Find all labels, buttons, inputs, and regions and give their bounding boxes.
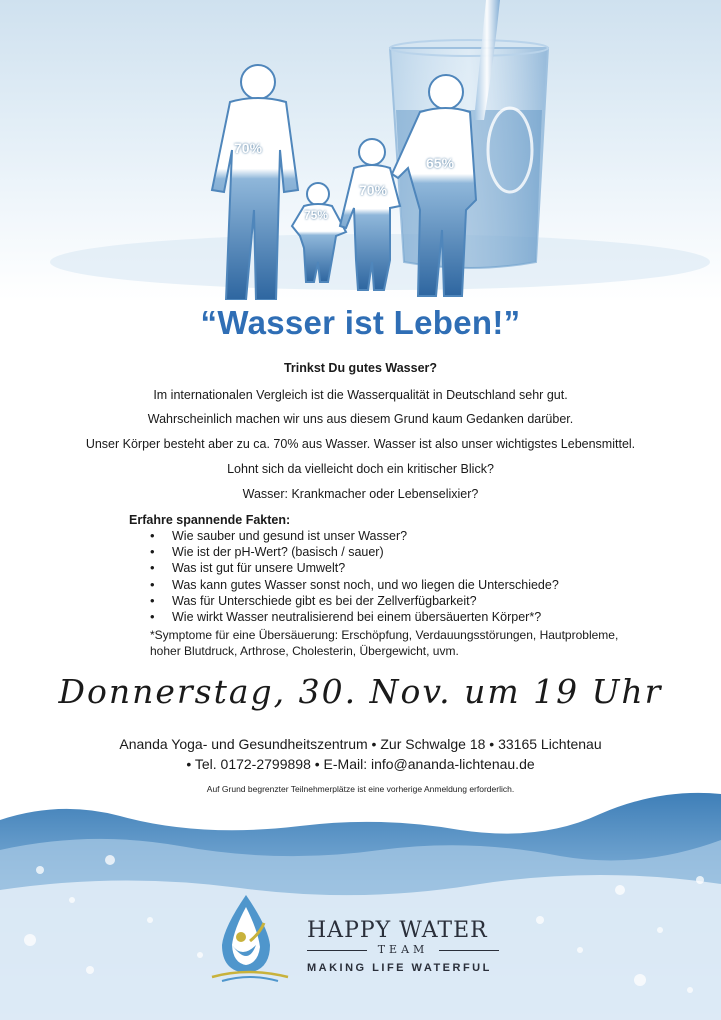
intro-question: Trinkst Du gutes Wasser? <box>283 361 438 375</box>
brand-team: TEAM <box>307 943 499 956</box>
family-water-illustration <box>0 0 721 300</box>
list-item: • Was ist gut für unsere Umwelt? <box>150 560 559 576</box>
intro-line: Lohnt sich da vielleicht doch ein kritischer Blick? <box>227 462 494 476</box>
intro-line: Unser Körper besteht aber zu ca. 70% aus Wasser. Wasser ist also unser wichtigstes Lebensmittel. <box>85 437 636 451</box>
registration-notice: Auf Grund begrenzter Teilnehmerplätze ist eine vorherige Anmeldung erforderlich. <box>206 784 515 794</box>
happy-water-logo <box>208 893 292 983</box>
list-item: • Was für Unterschiede gibt es bei der Zellverfügbarkeit? <box>150 593 559 609</box>
brand-name: HAPPY WATER <box>307 918 488 943</box>
event-date: Donnerstag, 30. Nov. um 19 Uhr <box>58 672 663 711</box>
intro-line: Wasser: Krankmacher oder Lebenselixier? <box>242 487 479 501</box>
brand-slogan: MAKING LIFE WATERFUL <box>307 962 492 974</box>
page-title: “Wasser ist Leben!” <box>200 304 521 341</box>
child-water-percentage: 70% <box>359 182 388 198</box>
hero-illustration <box>0 0 721 300</box>
list-item: • Wie ist der pH-Wert? (basisch / sauer) <box>150 544 559 560</box>
symptoms-footnote: *Symptome für eine Übersäuerung: Erschöpfung, Verdauungsstörungen, Hautprobleme, hoher Blutdruck, Arthrose, Cholesterin, Übergewicht, uvm. <box>150 628 619 658</box>
facts-list <box>150 528 559 625</box>
list-item: • Was kann gutes Wasser sonst noch, und wo liegen die Unterschiede? <box>150 577 559 593</box>
list-item: • Wie sauber und gesund ist unser Wasser? <box>150 528 559 544</box>
water-wave-image <box>0 780 721 1020</box>
address-line: Ananda Yoga- und Gesundheitszentrum • Zur Schwalge 18 • 33165 Lichtenau <box>119 736 602 752</box>
man-water-percentage: 70% <box>234 140 263 156</box>
contact-line: • Tel. 0172-2799898 • E-Mail: info@ananda-lichtenau.de <box>186 756 535 772</box>
facts-heading: Erfahre spannende Fakten: <box>129 513 291 527</box>
intro-line: Wahrscheinlich machen wir uns aus diesem Grund kaum Gedanken darüber. <box>147 412 574 426</box>
intro-line: Im internationalen Vergleich ist die Wasserqualität in Deutschland sehr gut. <box>153 388 568 402</box>
small-child-water-percentage: 75% <box>304 208 329 222</box>
list-item: • Wie wirkt Wasser neutralisierend bei einem übersäuerten Körper*? <box>150 609 559 625</box>
woman-water-percentage: 65% <box>426 155 455 171</box>
